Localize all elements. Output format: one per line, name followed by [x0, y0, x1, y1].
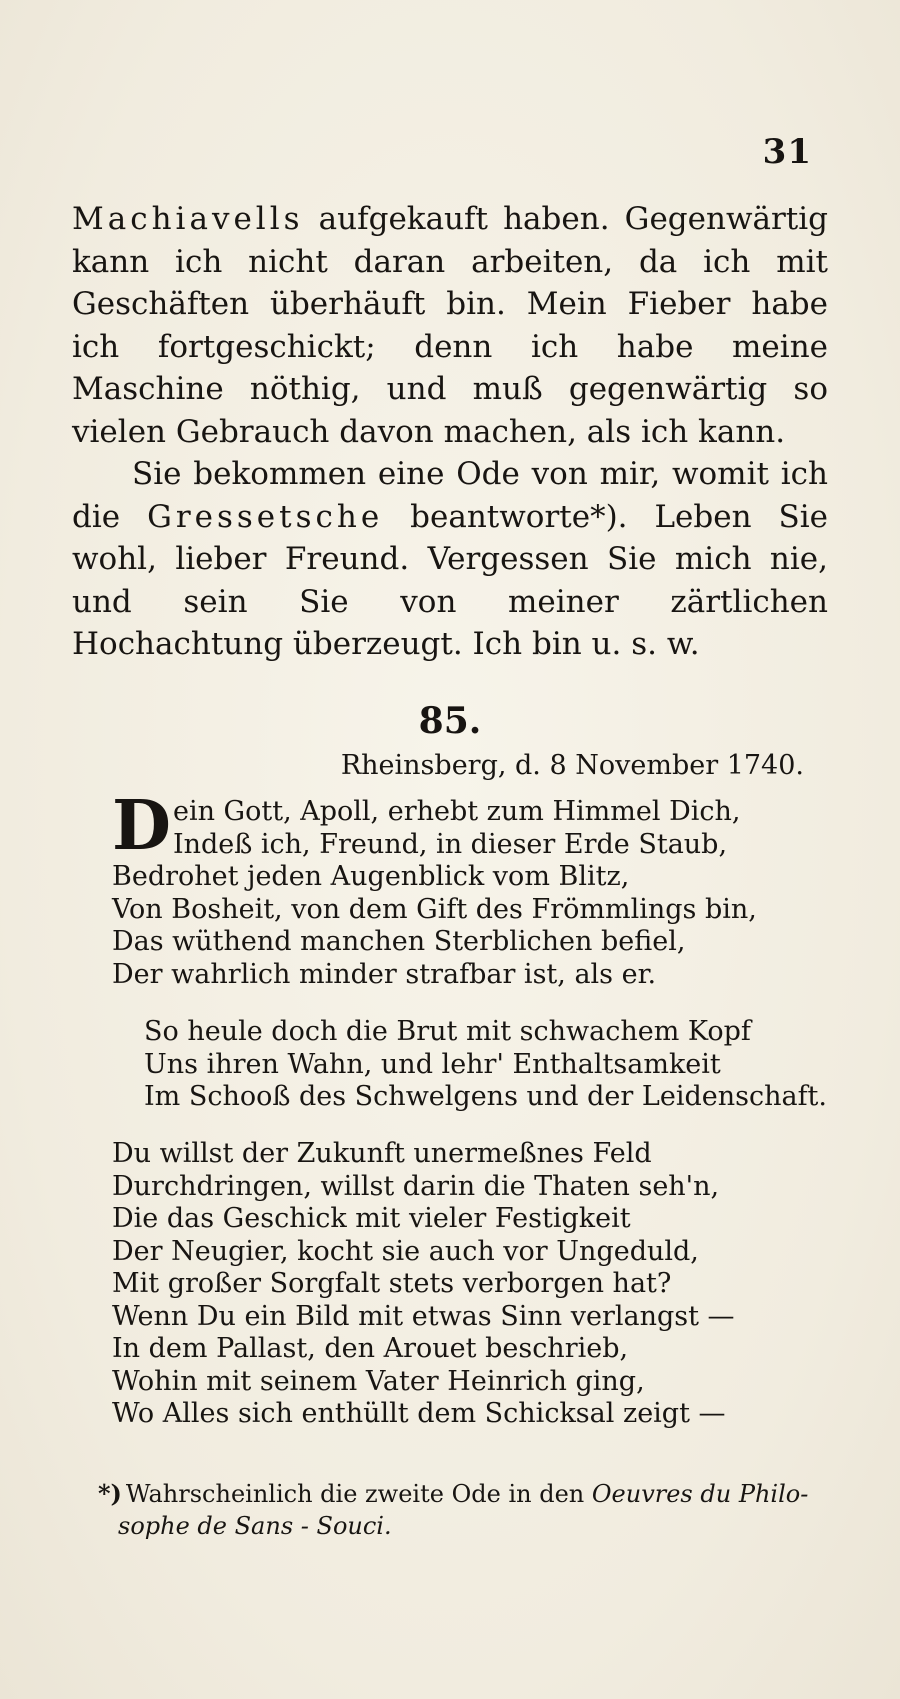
poem-line: Von Bosheit, von dem Gift des Frömmlings bin, [112, 893, 757, 925]
footnote [98, 1478, 818, 1542]
poem-line: Der Neugier, kocht sie auch vor Ungeduld, [112, 1235, 699, 1267]
stanza-3 [112, 1138, 735, 1431]
poem-line: Wenn Du ein Bild mit etwas Sinn verlangst — [112, 1300, 735, 1332]
paragraph-2-text-before: Sie bekommen eine Ode von mir, womit ich die [72, 456, 828, 535]
spaced-name-machiavells: Machiavells [72, 201, 304, 237]
poem-line: ein Gott, Apoll, erhebt zum Himmel Dich, [172, 796, 741, 827]
poem-line: Uns ihren Wahn, und lehr' Enthaltsamkeit [144, 1048, 721, 1080]
footnote-text: Wahrscheinlich die zweite Ode in den [125, 1480, 592, 1508]
drop-cap: D [112, 786, 171, 866]
poem-line: Wo Alles sich enthüllt dem Schicksal zeigt — [112, 1398, 726, 1429]
poem-line: Das wüthend manchen Sterblichen befiel, [112, 926, 686, 957]
poem-line: So heule doch die Brut mit schwachem Kopf [144, 1016, 751, 1047]
paragraph-2 [72, 453, 828, 666]
stanza-2 [144, 1016, 827, 1114]
dateline: Rheinsberg, d. 8 November 1740. [340, 750, 804, 781]
page-number: 31 [762, 132, 812, 172]
poem-line: Durchdringen, willst darin die Thaten seh'n, [112, 1170, 720, 1202]
paragraph-1-text: aufgekauft haben. Gegenwärtig kann ich nicht daran arbeiten, da ich mit Geschäften überhäuft bin. Mein Fieber habe ich fortgeschickt; denn ich habe meine Maschine nöthig, und muß gegenwärtig so vielen Gebrauch davon machen, als ich kann. [72, 201, 828, 450]
footnote-continuation: sophe de Sans - Souci. [118, 1512, 392, 1540]
poem-line: Im Schooß des Schwelgens und der Leidenschaft. [144, 1081, 827, 1112]
paragraph-1 [72, 198, 828, 453]
footnote-italic-title: Oeuvres du Philo- [591, 1480, 809, 1508]
poem-line: Wohin mit seinem Vater Heinrich ging, [112, 1365, 645, 1397]
paragraph-2-text-after: beantworte*). Leben Sie wohl, lieber Freund. Vergessen Sie mich nie, und sein Sie von meiner zärtlichen Hochachtung überzeugt. Ich bin u. s. w. [72, 498, 828, 662]
poem-line: Indeß ich, Freund, in dieser Erde Staub, [172, 828, 728, 860]
poem-line: Mit großer Sorgfalt stets verborgen hat? [112, 1268, 672, 1299]
letter-body [72, 198, 828, 666]
poem-line: Bedrohet jeden Augenblick vom Blitz, [112, 861, 630, 892]
stanza-1 [112, 786, 757, 991]
poem-line: In dem Pallast, den Arouet beschrieb, [112, 1333, 629, 1364]
footnote-marker: *) [98, 1479, 122, 1508]
poem-line: Die das Geschick mit vieler Festigkeit [112, 1203, 631, 1234]
spaced-name-gressetsche: Gressetsche [147, 498, 384, 535]
poem-line: Der wahrlich minder strafbar ist, als er. [112, 958, 657, 990]
letter-number: 85. [418, 700, 482, 742]
poem-line: Du willst der Zukunft unermeßnes Feld [112, 1138, 652, 1169]
